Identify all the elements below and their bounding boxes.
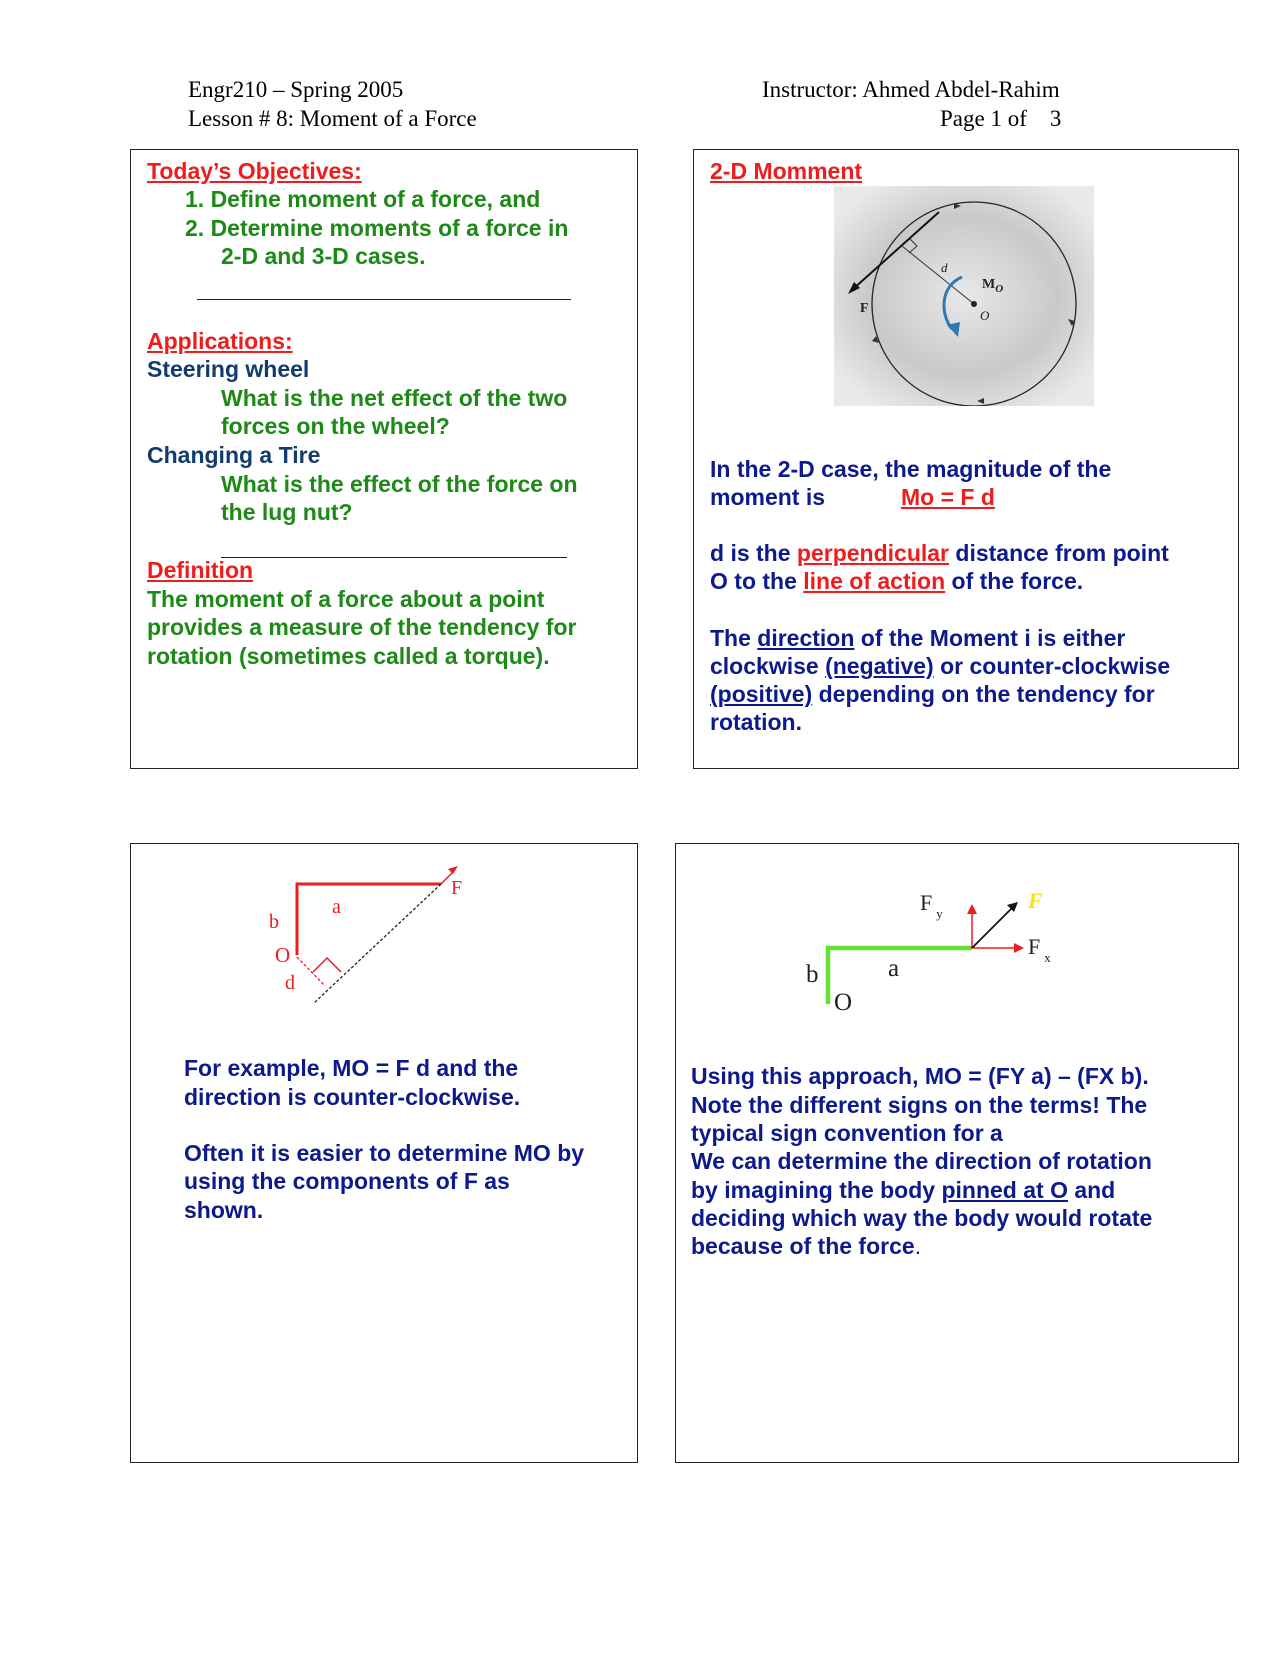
force-arrowhead-icon <box>448 866 458 874</box>
label-d: d <box>941 260 948 275</box>
components-line-3: typical sign convention for a <box>691 1120 1003 1146</box>
text-span: . <box>914 1233 922 1259</box>
text-span: clockwise <box>710 653 826 679</box>
divider-2 <box>221 557 567 558</box>
fy-arrowhead-icon <box>967 904 977 914</box>
text-span: O to the <box>710 568 804 594</box>
text-span: because of the force <box>691 1233 915 1259</box>
direction-line-3 <box>710 680 1155 709</box>
applications-title: Applications: <box>147 328 293 354</box>
app-tire-q1: What is the effect of the force on <box>221 471 578 497</box>
label-b: b <box>806 961 819 988</box>
label-b: b <box>269 911 279 933</box>
perpendicular-d <box>297 957 325 986</box>
components-line-4: We can determine the direction of rotation <box>691 1148 1152 1174</box>
text-span: depending on the tendency for <box>812 681 1155 707</box>
label-o: O <box>980 308 990 323</box>
slide-example <box>130 843 638 1463</box>
magnitude-line-2: moment is <box>710 484 826 510</box>
label-fy: F $_y$ <box>920 890 943 921</box>
divider-1 <box>197 299 571 300</box>
definition-title: Definition <box>147 557 254 583</box>
text-span: The <box>710 625 758 651</box>
label-o: O <box>275 943 291 967</box>
wheel-figure <box>834 186 1094 406</box>
f-arrow-line <box>972 908 1012 948</box>
text-span: or counter-clockwise <box>933 653 1171 679</box>
definition-line-2: provides a measure of the tendency for <box>147 614 577 640</box>
moment-formula: Mo = F d <box>901 484 995 510</box>
slide-components <box>675 843 1239 1463</box>
perp-line-2 <box>710 567 1083 596</box>
label-f: F <box>860 301 869 316</box>
fx-arrowhead-icon <box>1014 943 1024 953</box>
example-line-3: Often it is easier to determine MO by <box>184 1140 585 1166</box>
label-mo: $M_O$ <box>982 277 1004 295</box>
components-line-5 <box>691 1176 1115 1205</box>
objectives-title: Today’s Objectives: <box>147 158 362 184</box>
objective-1: 1. Define moment of a force, and <box>185 186 541 212</box>
label-d: d <box>285 972 295 994</box>
text-span: and <box>1067 1177 1116 1203</box>
components-line-6: deciding which way the body would rotate <box>691 1205 1153 1231</box>
components-line-2: Note the different signs on the terms! The <box>691 1092 1148 1118</box>
slide-2d-title: 2-D Momment <box>710 158 863 184</box>
point-o <box>971 301 977 307</box>
components-line-1: Using this approach, MO = (FY a) – (FX b). <box>691 1063 1149 1089</box>
example-line-4: using the components of F as <box>184 1168 510 1194</box>
label-a: a <box>888 955 900 982</box>
app-tire-q2: the lug nut? <box>221 499 353 525</box>
header-right <box>762 75 1061 133</box>
lesson-title: Lesson # 8: Moment of a Force <box>188 106 477 131</box>
objective-2-cont: 2-D and 3-D cases. <box>221 243 426 269</box>
term-pinned-at-o: pinned at O <box>941 1177 1068 1203</box>
label-f: F <box>1028 888 1043 913</box>
moment-arm-figure <box>261 854 491 1004</box>
text-span: of the force. <box>945 568 1084 594</box>
arm-lines <box>297 884 441 955</box>
direction-line-1 <box>710 624 1125 653</box>
text-span: distance from point <box>949 540 1169 566</box>
term-line-of-action: line of action <box>803 568 946 594</box>
course-title: Engr210 – Spring 2005 <box>188 77 404 102</box>
app-steering-q2: forces on the wheel? <box>221 413 450 439</box>
app-tire-title: Changing a Tire <box>147 442 321 468</box>
slide-objectives <box>130 149 638 769</box>
objective-2: 2. Determine moments of a force in <box>185 215 569 241</box>
text-span: d is the <box>710 540 797 566</box>
header-left <box>188 75 477 133</box>
definition-line-3: rotation (sometimes called a torque). <box>147 643 550 669</box>
components-line-7 <box>691 1232 921 1261</box>
term-negative: (negative) <box>825 653 934 679</box>
direction-line-4: rotation. <box>710 709 802 735</box>
label-a: a <box>332 896 341 918</box>
slide-2d-moment <box>693 149 1239 769</box>
components-figure <box>796 882 1096 1032</box>
text-span: by imagining the body <box>691 1177 942 1203</box>
right-angle-mark <box>313 958 341 972</box>
term-positive: (positive) <box>710 681 813 707</box>
definition-line-1: The moment of a force about a point <box>147 586 545 612</box>
label-f: F <box>451 877 463 899</box>
app-steering-q1: What is the net effect of the two <box>221 385 568 411</box>
instructor-name: Instructor: Ahmed Abdel-Rahim <box>762 77 1060 102</box>
app-steering-title: Steering wheel <box>147 356 310 382</box>
example-line-1: For example, MO = F d and the <box>184 1055 519 1081</box>
example-line-2: direction is counter-clockwise. <box>184 1084 521 1110</box>
label-fx: F $_x$ <box>1028 934 1051 965</box>
magnitude-line-1: In the 2-D case, the magnitude of the <box>710 456 1112 482</box>
perp-line-1 <box>710 539 1169 568</box>
term-perpendicular: perpendicular <box>796 540 950 566</box>
text-span: of the Moment i is either <box>854 625 1126 651</box>
term-direction: direction <box>757 625 855 651</box>
example-line-5: shown. <box>184 1197 264 1223</box>
label-o: O <box>834 989 853 1016</box>
page-number: Page 1 of 3 <box>940 106 1062 131</box>
direction-line-2 <box>710 652 1170 681</box>
